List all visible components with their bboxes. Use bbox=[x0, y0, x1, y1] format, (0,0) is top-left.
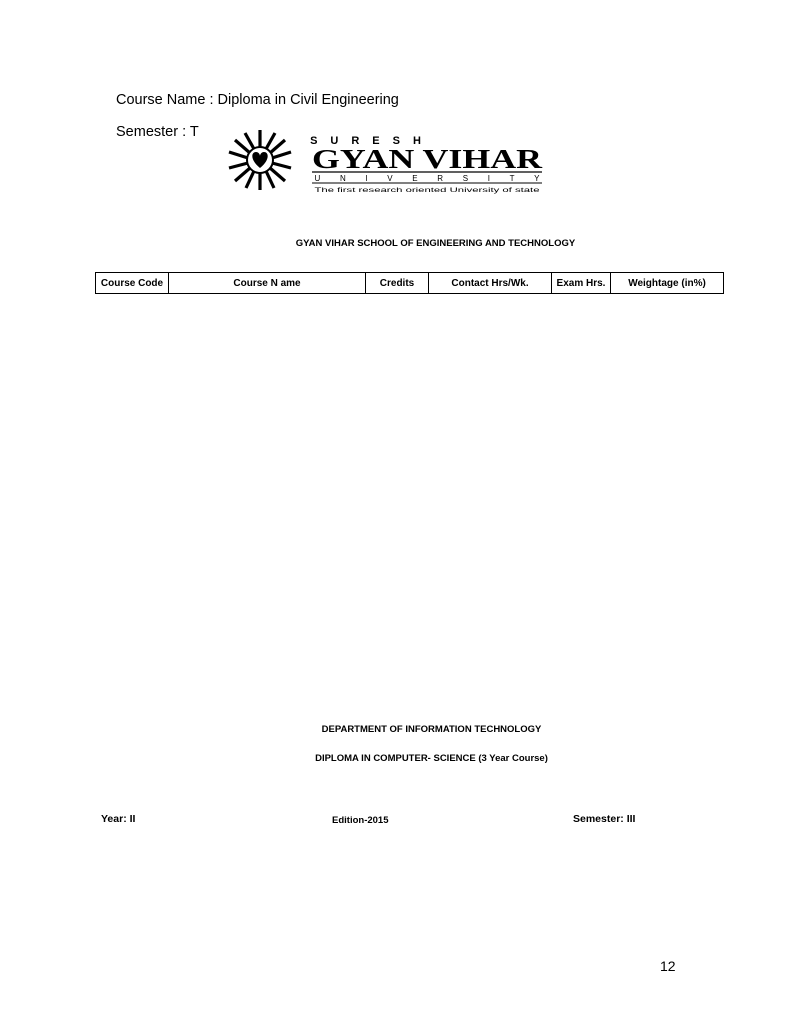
col-contact-hrs: Contact Hrs/Wk. bbox=[429, 273, 552, 294]
logo-line2: GYAN VIHAR bbox=[312, 144, 543, 174]
logo-line3: UNIVERSITY bbox=[314, 174, 540, 183]
department-title: DEPARTMENT OF INFORMATION TECHNOLOGY bbox=[321, 724, 542, 735]
col-credits: Credits bbox=[366, 273, 429, 294]
semester-line: Semester : T bbox=[116, 124, 199, 140]
logo-line1: SURESH bbox=[310, 135, 434, 147]
year-label: Year: II bbox=[101, 813, 136, 825]
col-weightage: Weightage (in%) bbox=[611, 273, 724, 294]
table-header-row bbox=[96, 273, 724, 294]
sunburst-emblem-icon bbox=[229, 130, 291, 190]
page-number: 12 bbox=[660, 958, 676, 974]
diploma-title: DIPLOMA IN COMPUTER- SCIENCE (3 Year Course) bbox=[315, 753, 548, 764]
course-name-line: Course Name : Diploma in Civil Engineering bbox=[116, 92, 399, 108]
col-exam-hrs: Exam Hrs. bbox=[552, 273, 611, 294]
col-course-code: Course Code bbox=[96, 273, 169, 294]
university-logo bbox=[222, 130, 544, 196]
course-table bbox=[95, 272, 724, 294]
edition-label: Edition-2015 bbox=[332, 815, 389, 826]
school-title: GYAN VIHAR SCHOOL OF ENGINEERING AND TECHNOLOGY bbox=[295, 238, 576, 249]
semester-label: Semester: III bbox=[573, 813, 636, 825]
col-course-name: Course N ame bbox=[169, 273, 366, 294]
logo-tagline: The first research oriented University of state bbox=[314, 187, 541, 194]
